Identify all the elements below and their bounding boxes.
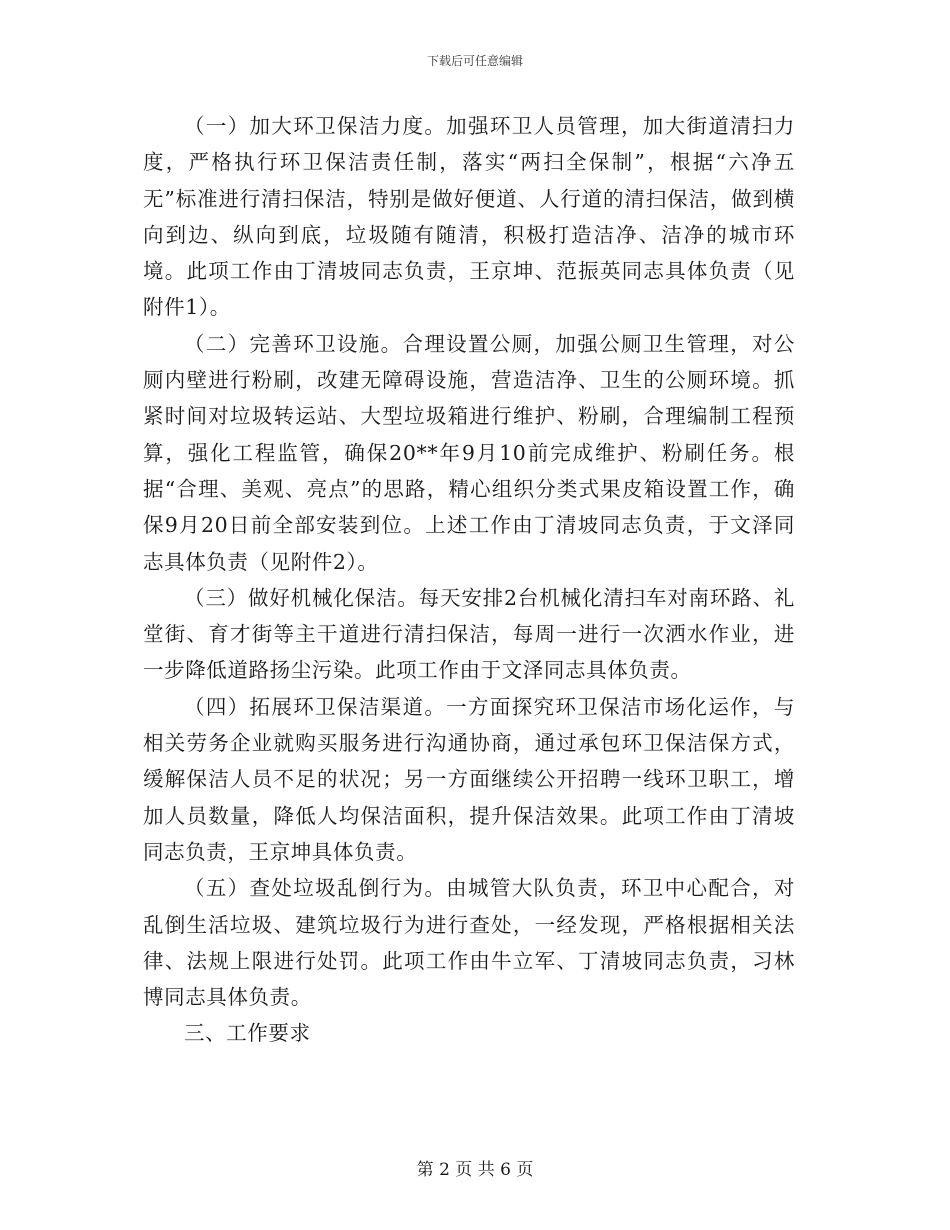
document-body [143,108,795,1052]
page-header: 下载后可任意编辑 [426,54,523,68]
paragraph-2: （二）完善环卫设施。合理设置公厕，加强公厕卫生管理，对公厕内壁进行粉刷，改建无障碍设施，营造洁净、卫生的公厕环境。抓紧时间对垃圾转运站、大型垃圾箱进行维护、粉刷，合理编制工程预算，强化工程监管，确保20**年9月10前完成维护、粉刷任务。根据“合理、美观、亮点”的思路，精心组织分类式果皮箱设置工作，确保9月20日前全部安装到位。上述工作由丁清坡同志负责，于文泽同志具体负责（见附件2）。 [143,331,795,574]
section-heading: 三、工作要求 [184,1021,311,1046]
paragraph-3: （三）做好机械化保洁。每天安排2台机械化清扫车对南环路、礼堂街、育才街等主干道进行清扫保洁，每周一进行一次洒水作业，进一步降低道路扬尘污染。此项工作由于文泽同志具体负责。 [143,585,795,683]
paragraph-5: （五）查处垃圾乱倒行为。由城管大队负责，环卫中心配合，对乱倒生活垃圾、建筑垃圾行为进行查处，一经发现，严格根据相关法律、法规上限进行处罚。此项工作由牛立军、丁清坡同志负责，习林博同志具体负责。 [143,876,795,1010]
paragraph-4: （四）拓展环卫保洁渠道。一方面探究环卫保洁市场化运作，与相关劳务企业就购买服务进行沟通协商，通过承包环卫保洁保方式，缓解保洁人员不足的状况；另一方面继续公开招聘一线环卫职工，增加人员数量，降低人均保洁面积，提升保洁效果。此项工作由丁清坡同志负责，王京坤具体负责。 [143,694,795,864]
paragraph-1: （一）加大环卫保洁力度。加强环卫人员管理，加大街道清扫力度，严格执行环卫保洁责任制，落实“两扫全保制”，根据“六净五无”标准进行清扫保洁，特别是做好便道、人行道的清扫保洁，做到横向到边、纵向到底，垃圾随有随清，积极打造洁净、洁净的城市环境。此项工作由丁清坡同志负责，王京坤、范振英同志具体负责（见附件1）。 [143,114,795,320]
page-number: 第 2 页 共 6 页 [416,1160,534,1180]
